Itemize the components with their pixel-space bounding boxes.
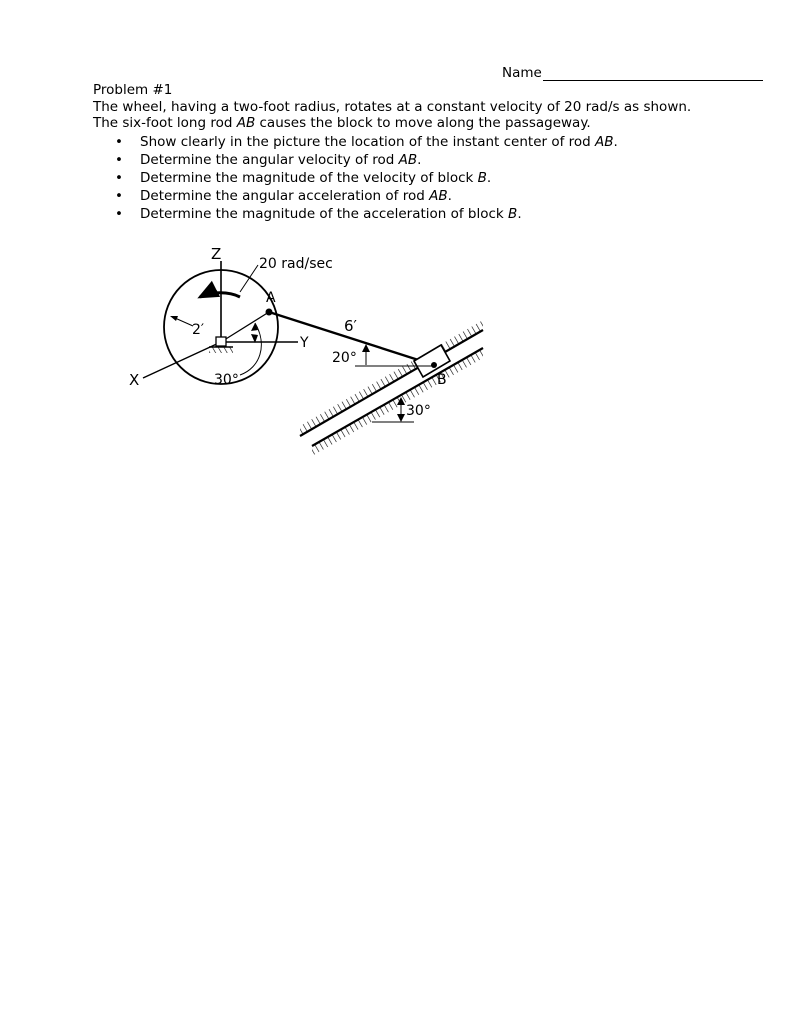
task-text: Determine the magnitude of the acceleration of block [140, 205, 509, 222]
omega-leader [240, 265, 258, 292]
wheel-angle-arc [240, 323, 261, 375]
pivot-support [209, 337, 233, 353]
bullet-icon: • [115, 169, 123, 186]
task-end: . [447, 187, 452, 204]
point-a-label: A [266, 290, 276, 306]
radius-arrow-icon [170, 316, 178, 321]
problem-line-2-start: The six-foot long rod [93, 115, 237, 131]
z-axis-label: Z [211, 245, 222, 263]
bullet-icon: • [115, 151, 123, 168]
rod-length-label: 6′ [344, 317, 357, 335]
upper-hatch [300, 320, 483, 436]
problem-title: Problem #1 [93, 82, 173, 98]
name-blank-line [543, 66, 763, 81]
task-text: Determine the angular velocity of rod [140, 151, 399, 168]
task-end: . [486, 169, 492, 186]
task-item [93, 205, 773, 223]
task-text: Show clearly in the picture the location of the instant center of rod [140, 133, 596, 150]
task-end: . [417, 151, 422, 168]
radius-label: 2′ [192, 322, 205, 338]
mechanism-diagram [120, 238, 500, 463]
task-variable: AB [429, 187, 448, 204]
track-angle-arrow-icon [397, 414, 405, 422]
task-end: . [517, 205, 522, 222]
crank-line [221, 312, 269, 342]
passageway [300, 320, 483, 456]
track-angle-label: 30° [406, 403, 431, 419]
upper-wall [300, 330, 483, 436]
task-list [93, 133, 773, 223]
point-b-label: B [437, 372, 447, 388]
task-item [93, 187, 773, 205]
problem-line-2 [93, 115, 773, 132]
bullet-icon: • [115, 205, 123, 222]
rod-angle-label: 20° [332, 350, 357, 366]
problem-line-2-end: causes the block to move along the passageway. [255, 115, 591, 131]
point-a-dot [266, 309, 273, 316]
x-axis-label: X [129, 371, 140, 389]
task-variable: B [477, 169, 487, 186]
radius-leader [175, 318, 193, 326]
task-item [93, 151, 773, 169]
task-end: . [613, 133, 618, 150]
name-label: Name [502, 65, 542, 81]
task-variable: AB [595, 133, 614, 150]
bullet-icon: • [115, 187, 123, 204]
rotation-arrow-icon [200, 293, 240, 297]
problem-line-2-rod: AB [236, 115, 256, 131]
task-variable: AB [398, 151, 418, 168]
problem-line-1: The wheel, having a two-foot radius, rotates at a constant velocity of 20 rad/s as shown. [93, 98, 692, 115]
task-item [93, 133, 773, 151]
task-variable: B [508, 205, 518, 222]
omega-label: 20 rad/sec [259, 256, 333, 272]
task-item [93, 169, 773, 187]
bullet-icon: • [115, 133, 123, 150]
y-axis-label: Y [300, 335, 309, 351]
task-text: Determine the magnitude of the velocity of block [140, 169, 478, 186]
wheel-angle-label: 30° [214, 372, 239, 388]
task-text: Determine the angular acceleration of rod [140, 187, 430, 204]
name-field [502, 65, 763, 81]
problem-statement [93, 82, 773, 223]
